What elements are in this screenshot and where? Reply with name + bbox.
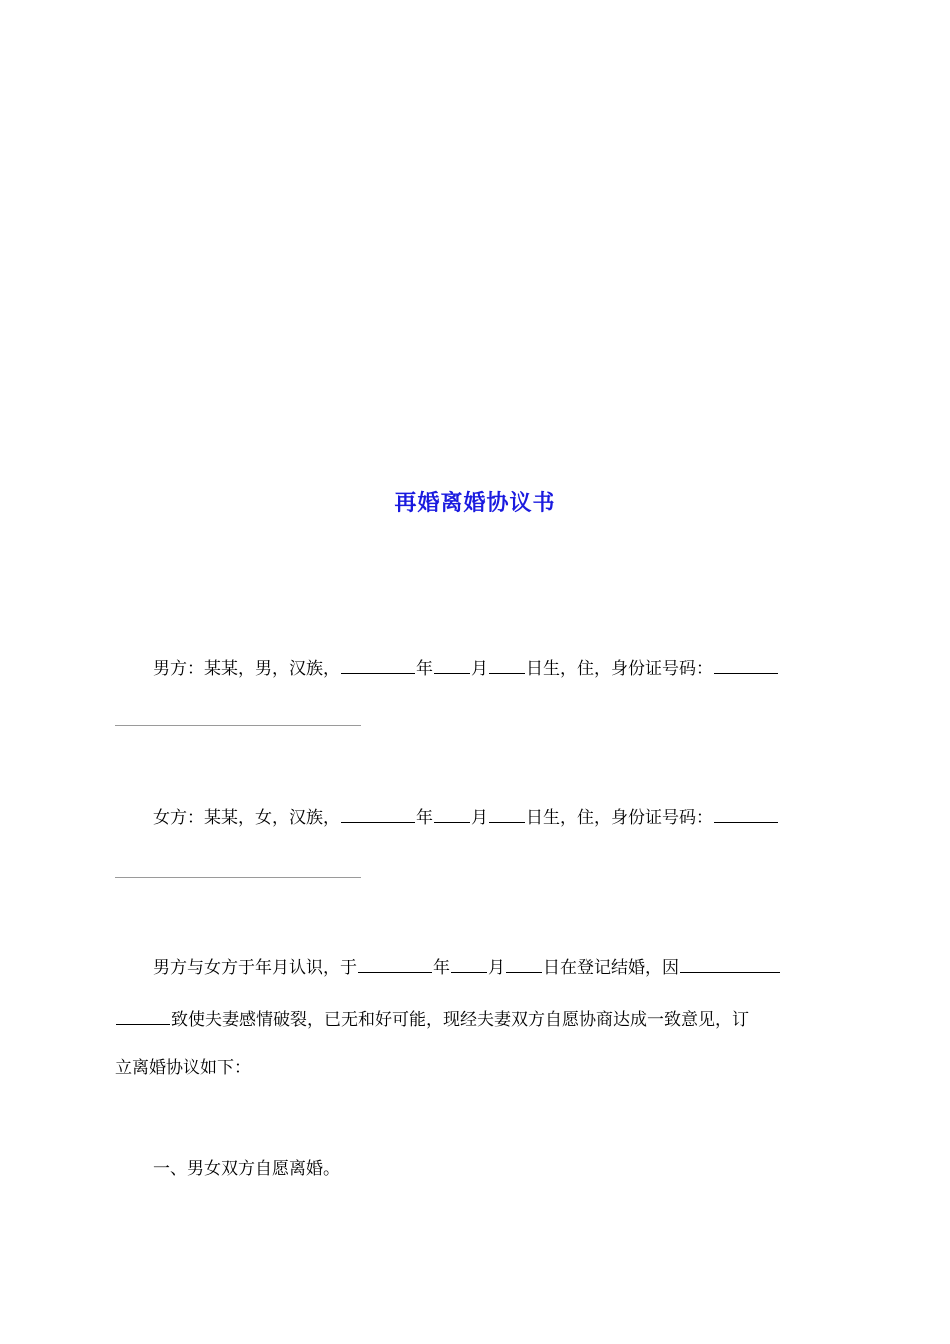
- wife-tail: 日生，住，身份证号码：: [526, 808, 713, 828]
- blank-birth-month: [434, 657, 470, 674]
- blank-id-number: [714, 657, 778, 674]
- year-label: 年: [416, 659, 433, 679]
- blank-id-number: [714, 806, 778, 823]
- blank-birth-day: [489, 657, 525, 674]
- intro-text-2: 日在登记结婚，因: [543, 958, 679, 978]
- month-label: 月: [471, 808, 488, 828]
- clause-1: 一、男女双方自愿离婚。: [153, 1159, 340, 1179]
- blank-reason: [680, 956, 780, 973]
- husband-prefix: 男方：某某，男，汉族，: [153, 659, 340, 679]
- month-label: 月: [471, 659, 488, 679]
- intro-text-4: 立离婚协议如下：: [115, 1058, 251, 1078]
- blank-birth-year: [341, 806, 415, 823]
- id-number-continuation-rule: [115, 877, 361, 878]
- blank-marriage-year: [358, 956, 432, 973]
- intro-text-1: 男方与女方于年月认识，于: [153, 958, 357, 978]
- month-label: 月: [488, 958, 505, 978]
- blank-birth-month: [434, 806, 470, 823]
- blank-birth-year: [341, 657, 415, 674]
- intro-text-3: 致使夫妻感情破裂，已无和好可能，现经夫妻双方自愿协商达成一致意见，订: [171, 1010, 749, 1030]
- husband-info-line: [115, 657, 875, 681]
- blank-marriage-month: [451, 956, 487, 973]
- wife-info-line: [115, 806, 875, 830]
- document-title: 再婚离婚协议书: [394, 490, 556, 516]
- year-label: 年: [416, 808, 433, 828]
- id-number-continuation-rule: [115, 725, 361, 726]
- husband-tail: 日生，住，身份证号码：: [526, 659, 713, 679]
- wife-prefix: 女方：某某，女，汉族，: [153, 808, 340, 828]
- blank-birth-day: [489, 806, 525, 823]
- intro-line-3: [115, 1056, 837, 1080]
- blank-marriage-day: [506, 956, 542, 973]
- intro-line-2: [115, 1008, 837, 1032]
- intro-line-1: [115, 956, 875, 980]
- year-label: 年: [433, 958, 450, 978]
- blank-reason-continued: [116, 1008, 170, 1025]
